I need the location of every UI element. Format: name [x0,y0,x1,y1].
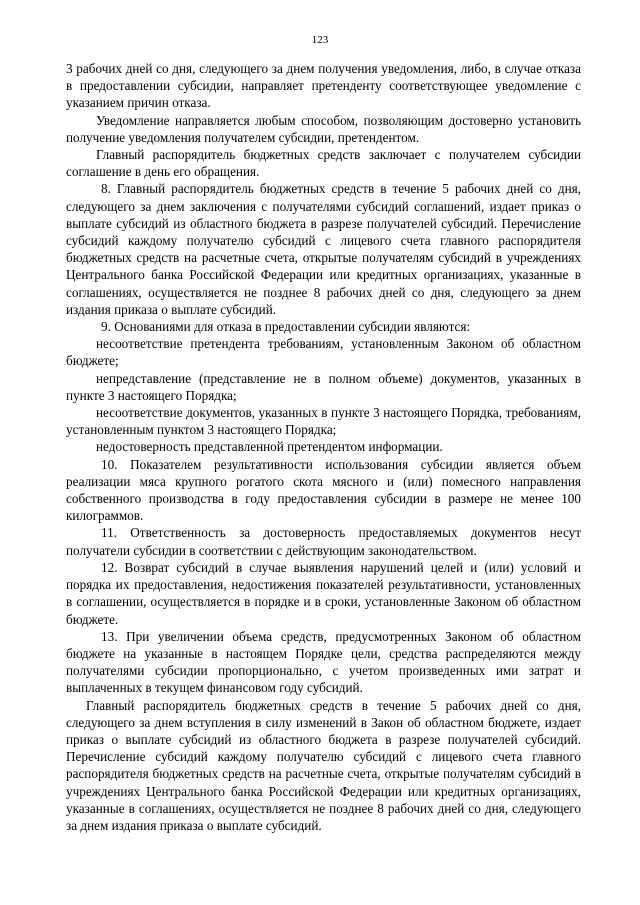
paragraph: Главный распорядитель бюджетных средств в течение 5 рабочих дней со дня, следующего за днем вступления в силу изменений в Закон об областном бюджете, издает приказ о выплате субсидий из областного бюджета в разрезе получателей субсидий. Перечисление субсидий каждому получателю субсидий с лицевого счета главного распорядителя бюджетных средств на расчетные счета, открытые получателям субсидий в учреждениях Центрального банка Российской Федерации или кредитных организациях, указанные в соглашениях, осуществляется не позднее 8 рабочих дней со дня, следующего за днем издания приказа о выплате субсидий. [66,697,581,833]
paragraph: 3 рабочих дней со дня, следующего за днем получения уведомления, либо, в случае отказа в предоставлении субсидии, направляет претенденту соответствующее уведомление с указанием причин отказа. [66,61,581,111]
paragraph: Уведомление направляется любым способом, позволяющим достоверно установить получение уведомления получателем субсидии, претендентом. [66,112,581,145]
page-number: 123 [311,34,329,46]
list-item: непредставление (представление не в полном объеме) документов, указанных в пункте 3 настоящего Порядка; [66,370,581,403]
paragraph-item-9: 9. Основаниями для отказа в предоставлении субсидии являются: [101,319,471,335]
list-item: несоответствие претендента требованиям, установленным Законом об областном бюджете; [66,336,581,369]
paragraph-item-13: 13. При увеличении объема средств, предусмотренных Законом об областном бюджете на указанные в настоящем Порядке цели, средства распределяются между получателями субсидии пропорционально, с учетом произведенных ими затрат и выплаченных в текущем финансовом году субсидий. [66,628,581,696]
paragraph-item-8: 8. Главный распорядитель бюджетных средств в течение 5 рабочих дней со дня, следующего за днем заключения с получателями субсидий соглашений, издает приказ о выплате субсидий из областного бюджета в разрезе получателей субсидий. Перечисление субсидий каждому получателю субсидий с лицевого счета главного распорядителя бюджетных средств на расчетные счета, открытые получателям субсидий в учреждениях Центрального банка Российской Федерации или кредитных организациях, указанные в соглашениях, осуществляется не позднее 8 рабочих дней со дня, следующего за днем издания приказа о выплате субсидий. [66,181,581,317]
document-body [66,60,581,834]
list-item: недостоверность представленной претендентом информации. [96,439,443,455]
paragraph-item-11: 11. Ответственность за достоверность предоставляемых документов несут получатели субсидии в соответствии с действующим законодательством. [66,525,581,558]
list-item: несоответствие документов, указанных в пункте 3 настоящего Порядка, требованиям, установленным пунктом 3 настоящего Порядка; [66,405,581,438]
paragraph: Главный распорядитель бюджетных средств заключает с получателем субсидии соглашение в день его обращения. [66,147,581,180]
paragraph-item-10: 10. Показателем результативности использования субсидии является объем реализации мяса крупного рогатого скота мясного и (или) помесного направления собственного производства в году предоставления субсидии в размере не менее 100 килограммов. [66,456,581,524]
paragraph-item-12: 12. Возврат субсидий в случае выявления нарушений целей и (или) условий и порядка их предоставления, недостижения показателей результативности, установленных в соглашении, осуществляется в порядке и в сроки, установленные Законом об областном бюджете. [66,559,581,627]
